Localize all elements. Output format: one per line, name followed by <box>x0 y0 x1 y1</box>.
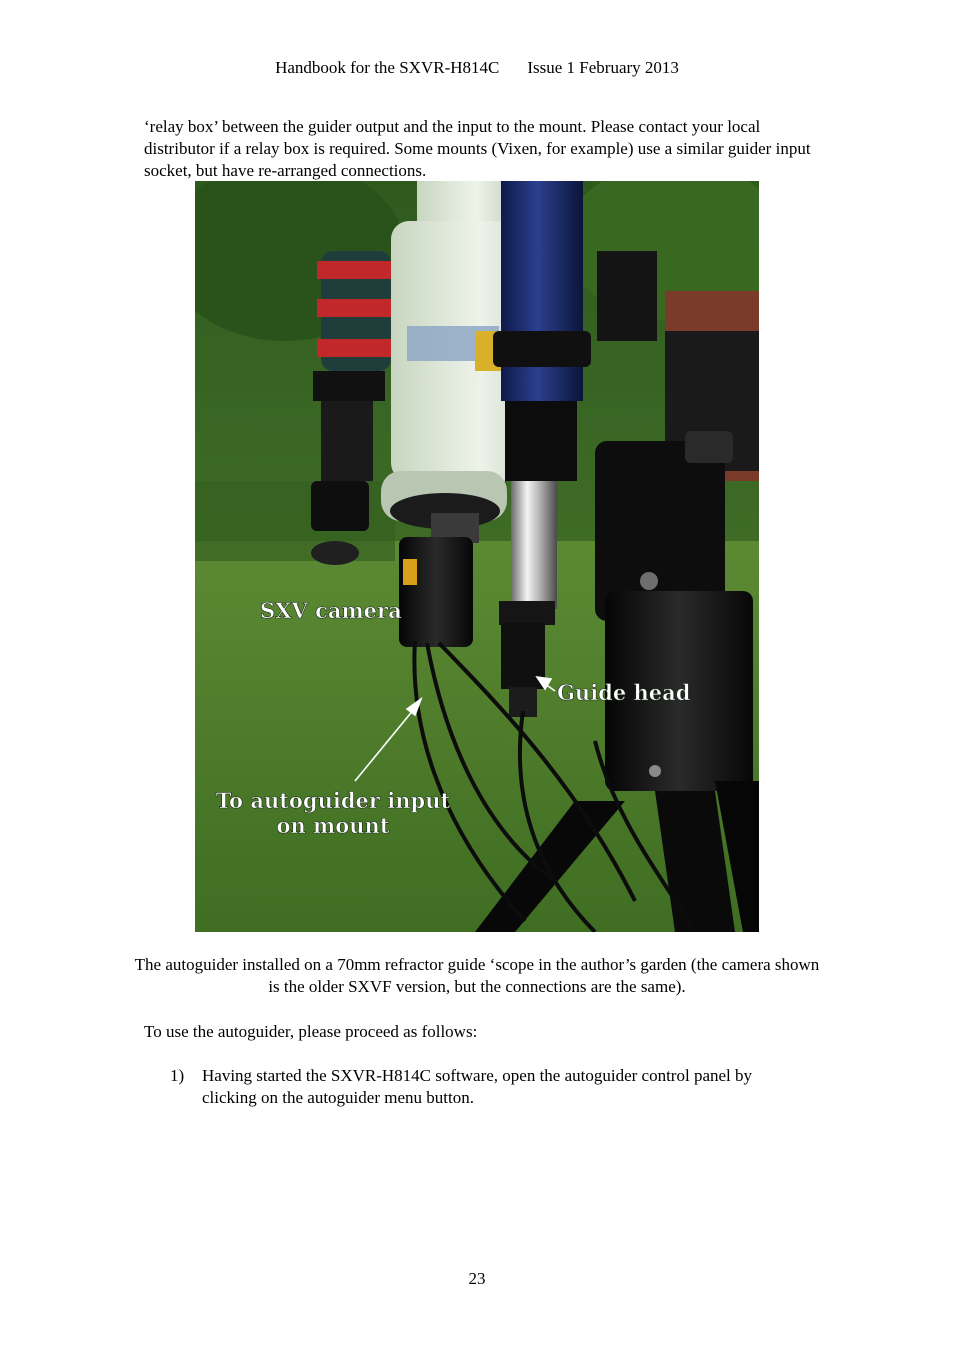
header-doc-title: Handbook for the SXVR-H814C <box>275 58 500 77</box>
label-sxv-camera: SXV camera <box>260 598 402 623</box>
step-item <box>170 1065 810 1109</box>
intro-paragraph: ‘relay box’ between the guider output and the input to the mount. Please contact your local distributor if a relay box is required. Some mounts (Vixen, for example) use a similar guider input socket, but have re-arranged connections. <box>144 117 811 180</box>
label-guide-head: Guide head <box>557 680 691 705</box>
label-autoguider-line2: on mount <box>276 813 390 838</box>
header-issue: Issue 1 February 2013 <box>527 58 679 77</box>
page-number: 23 <box>468 1269 486 1288</box>
label-autoguider-line1: To autoguider input <box>215 788 451 813</box>
page-header <box>0 58 954 78</box>
step-number: 1) <box>170 1066 185 1085</box>
photo-caption: The autoguider installed on a 70mm refractor guide ‘scope in the author’s garden (the camera shown is the older SXVF version, but the connections are the same). <box>134 955 820 996</box>
instructions-intro: To use the autoguider, please proceed as follows: <box>144 1022 478 1041</box>
step-text: Having started the SXVR-H814C software, open the autoguider control panel by clicking on the autoguider menu button. <box>202 1066 753 1107</box>
autoguider-photo <box>195 181 759 932</box>
